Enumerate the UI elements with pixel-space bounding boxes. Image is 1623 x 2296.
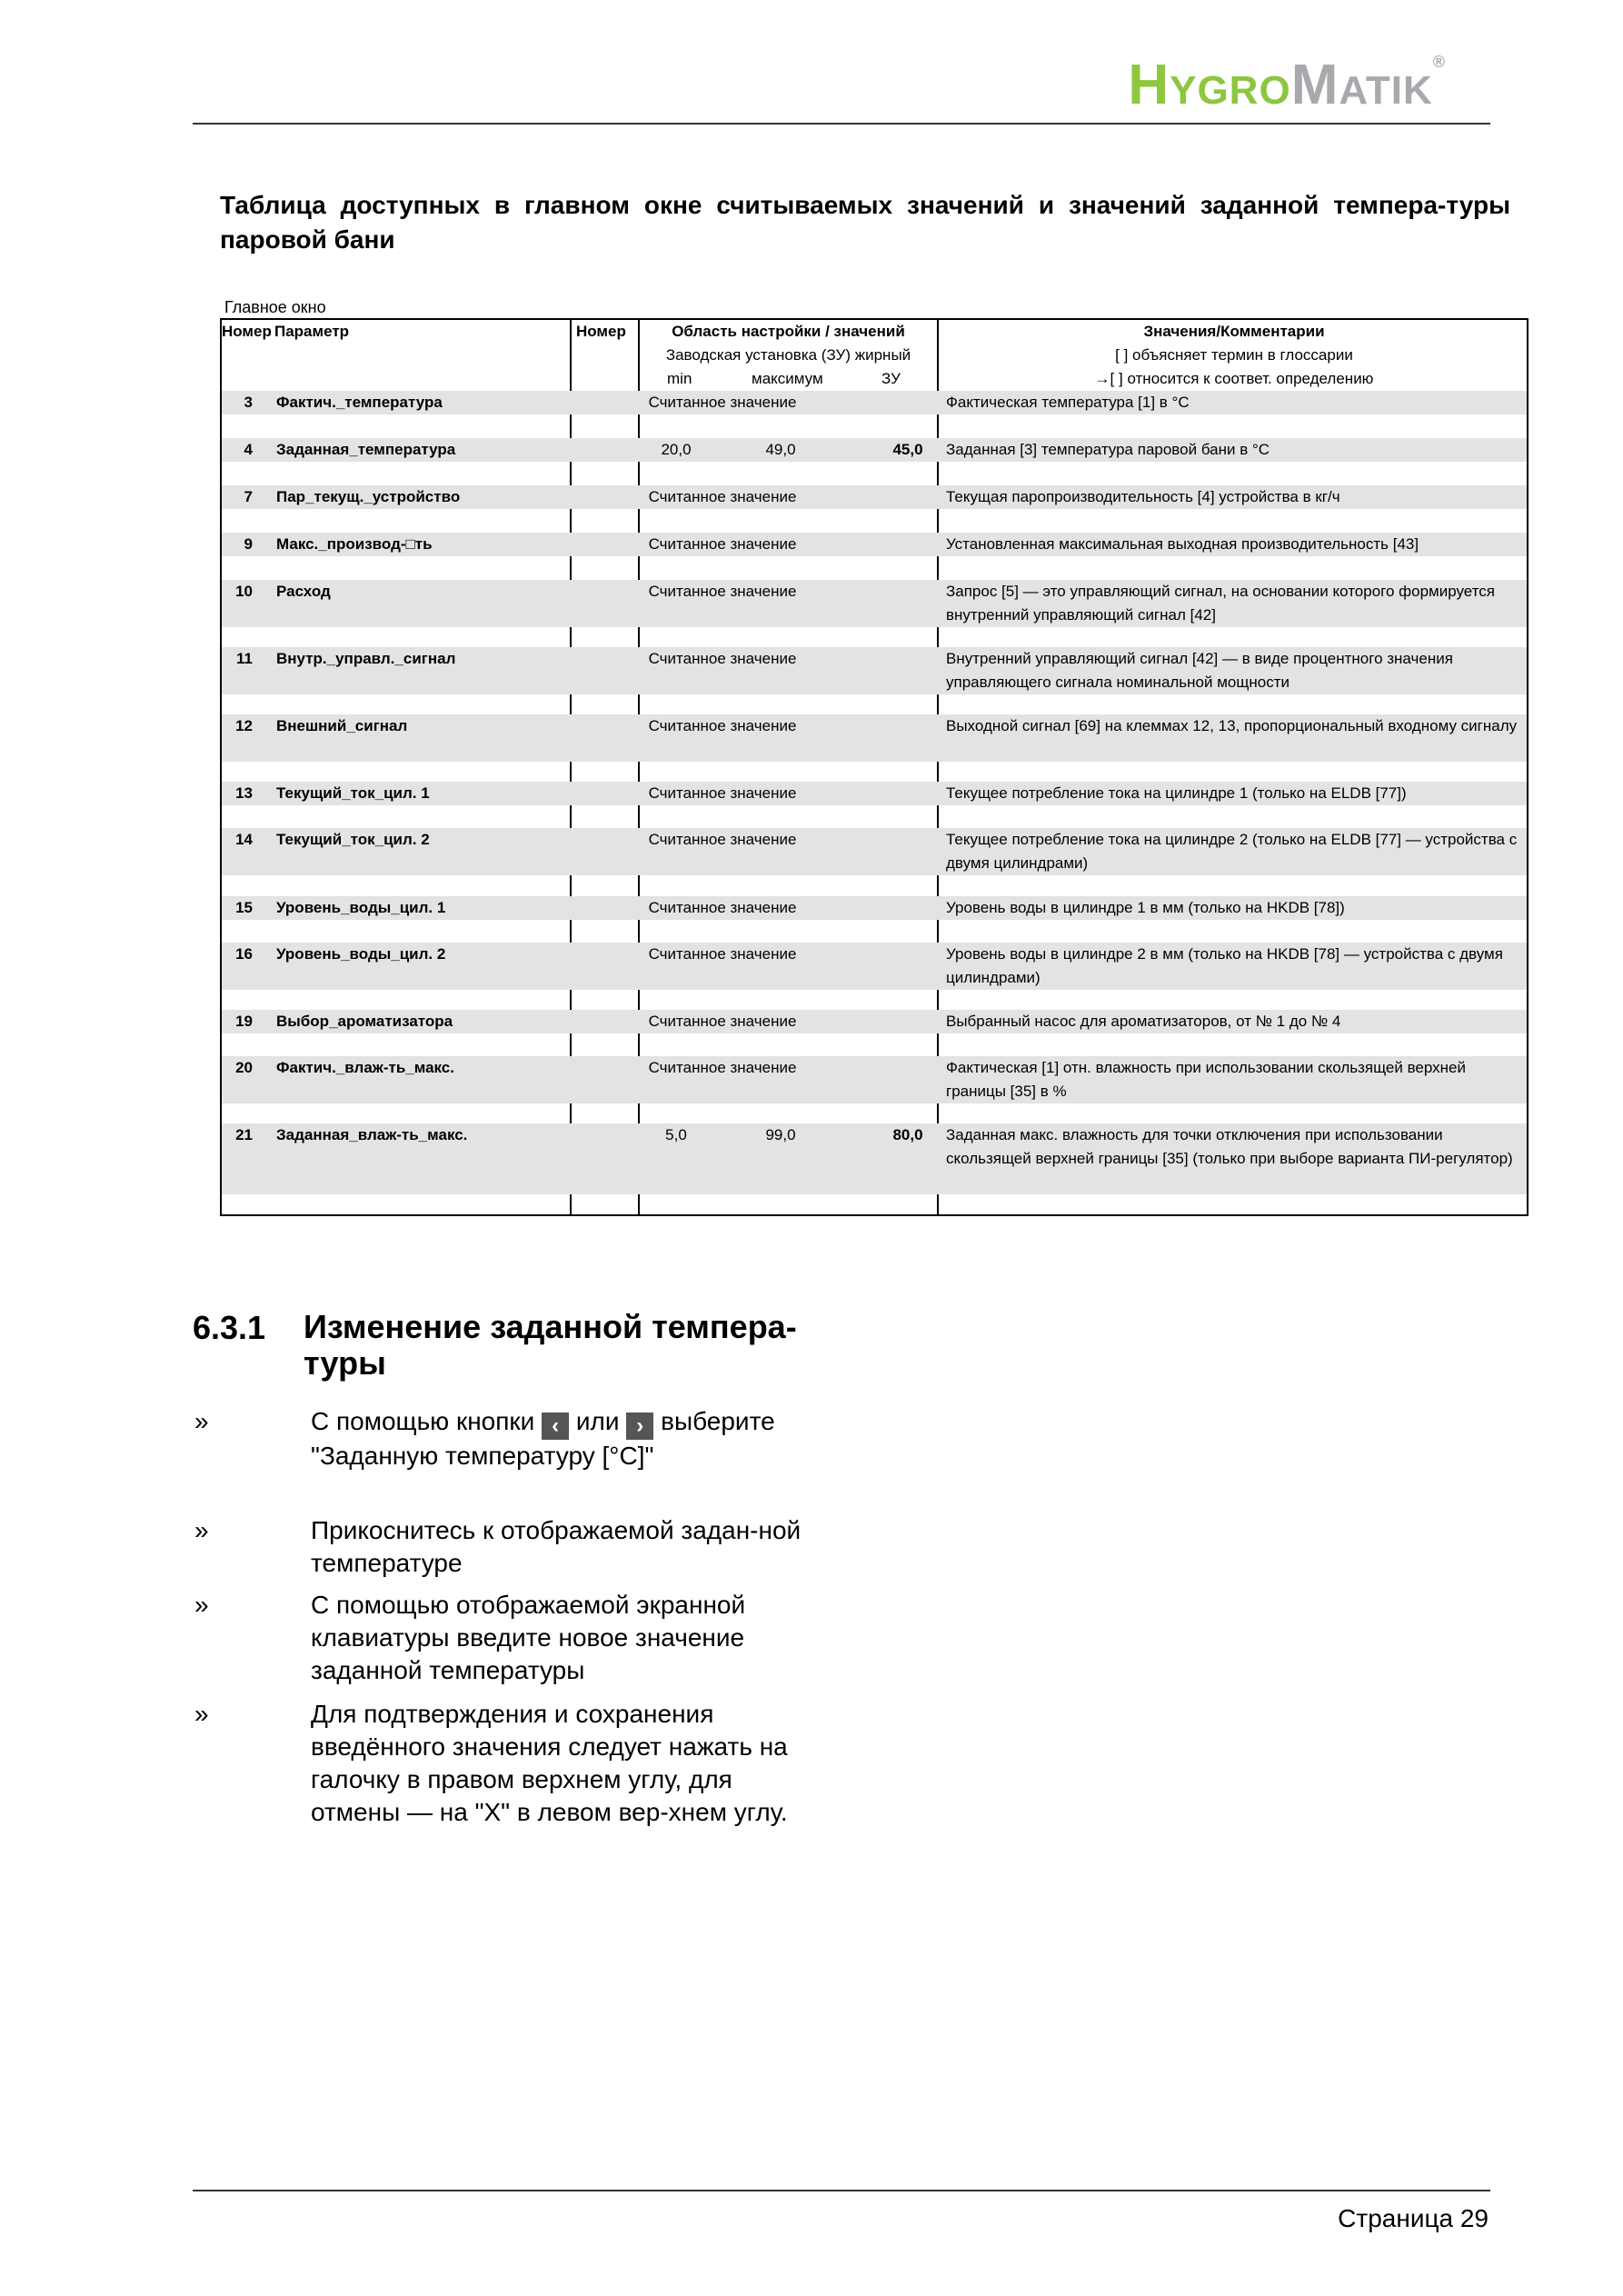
chevron-left-icon: ‹ [542, 1413, 569, 1440]
section-title: Изменение заданной темпера-туры [304, 1308, 797, 1382]
col-header-comments-sub2: →[ ] относится к соответ. определению [1094, 370, 1374, 387]
table-caption: Главное окно [224, 298, 326, 316]
col-header-default: ЗУ [881, 370, 901, 387]
footer-rule [193, 2190, 1490, 2191]
col-header-range: Область настройки / значений [672, 323, 905, 340]
section-number: 6.3.1 [193, 1309, 266, 1346]
col-header-range-sub: Заводская установка (ЗУ) жирный [665, 346, 911, 364]
col-header-comments-sub1: [ ] объясняет термин в глоссарии [1115, 346, 1353, 364]
bullet-text: Прикоснитесь к отображаемой задан-ной температуре [311, 1516, 802, 1577]
col-header-comments: Значения/Комментарии [1143, 323, 1325, 340]
bullet-text: С помощью кнопки ‹ или › выберите "Заданную температуру [°C]" [311, 1407, 775, 1470]
col-header-parameter: Параметр [274, 323, 350, 340]
hygromatik-logo: HYGROMATIK® [1128, 53, 1446, 116]
col-header-min: min [667, 370, 692, 387]
parameter-table: Номер Параметр Номер Область настройки / значений Заводская установка (ЗУ) жирный min максимум ЗУ Значения/Комментарии [ ] объясняет термин в глоссарии →[ ] относится к соответ. определению 3 Фактич._температура Считанное значение Фактическая температура [1] в °C 4 Заданная_температура 20,0 49,0 45,0 Заданная [3] температура паровой бани в °C 7 Пар_текущ._устройство Считанное значение Текущая паропроизводительность [4] устройства в кг/ч 9 Макс._производ-□ть Считанное значение Установленная максимальная выходная производительность [43] 10 Расход Считанное значение Запрос [5] — это управляющий сигнал, на основании которого формируется внутренний управляющий сигнал [42] 11 Внутр._управл._сигнал Считанное значение Внутренний управляющий сигнал [42] — в виде процентного значения управляющего сигнала номинальной мощности 12 Внешний_сигнал Считанное значение Выходной сигнал [69] на клеммах 12, 13, пропорциональный входному сигналу 13 Текущий_ток_цил. 1 Считанное значение Текущее потребление тока на цилиндре 1 (только на ELDB [77]) 14 Текущий_ток_цил. 2 Считанное значение Текущее потребление тока на цилиндре 2 (только на ELDB [77] — устройства с двумя цилиндрами) 15 Уровень_воды_цил. 1 Считанное значение Уровень воды в цилиндре 1 в мм (только на HKDB [78]) 16 Уровень_воды_цил. 2 Считанное значение Уровень воды в цилиндре 2 в мм (только на HKDB [78] — устройства с двумя цилиндрами) 19 Выбор_ароматизатора Считанное значение Выбранный насос для ароматизаторов, от № 1 до № 4 20 Фактич._влаж-ть_макс. Считанное значение Фактическая [1] отн. влажность при использовании скользящей верхней границы [35] в % 21 Заданная_влаж-ть_макс. 5,0 99,0 80,0 Заданная макс. влажность для точки отключения при использовании скользящей верхней границы [35] (только при выборе варианта ПИ-регулятор) [220, 318, 1528, 1216]
bullet-marker: » [194, 1591, 209, 1619]
bullet-text: Для подтверждения и сохранения введённого значения следует нажать на галочку в правом верхнем углу, для отмены — на "X" в левом вер-хнем углу. [311, 1700, 788, 1826]
bullet-marker: » [194, 1407, 209, 1435]
bullet-marker: » [194, 1700, 209, 1728]
col-header-number-2: Номер [576, 323, 626, 340]
bullet-marker: » [194, 1516, 209, 1544]
header-rule [193, 123, 1490, 125]
bullet-text: С помощью отображаемой экранной клавиатуры введите новое значение заданной температуры [311, 1591, 746, 1684]
col-header-number: Номер [222, 323, 272, 340]
page-number: Страница 29 [1338, 2204, 1489, 2232]
chevron-right-icon: › [626, 1413, 653, 1440]
col-header-max: максимум [752, 370, 823, 387]
table-title: Таблица доступных в главном окне считываемых значений и значений заданной темпера-туры паровой бани [220, 191, 1510, 254]
